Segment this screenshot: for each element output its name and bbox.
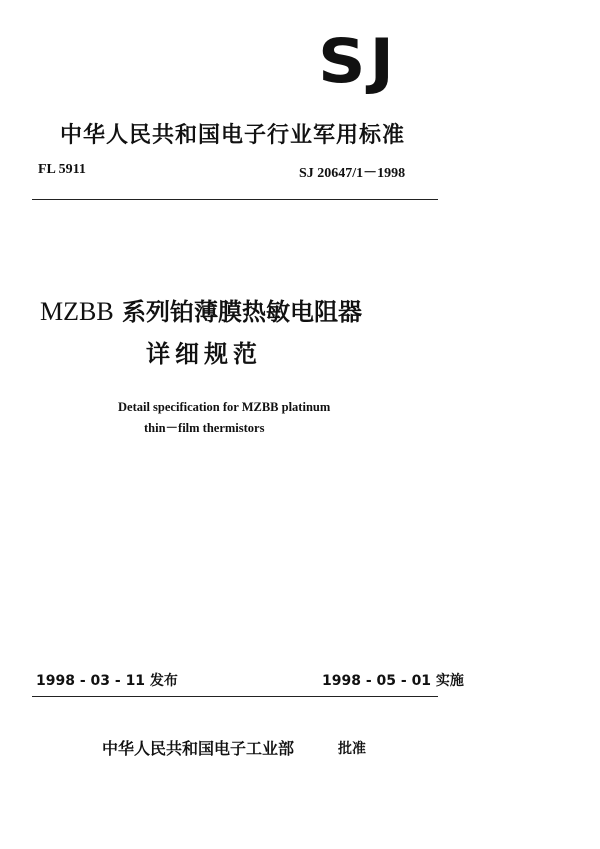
english-title	[118, 397, 378, 439]
document-title-line-2: 详细规范	[146, 340, 262, 368]
sj-logo: SJ	[318, 25, 399, 97]
classification-code: FL 5911	[38, 162, 86, 177]
issuing-authority: 中华人民共和国电子工业部	[102, 739, 295, 758]
document-title-line-1	[40, 292, 362, 327]
bottom-divider	[32, 696, 438, 697]
approval-label: 批准	[338, 741, 366, 757]
implementation-date: 1998 - 05 - 01 实施	[322, 673, 464, 689]
english-title-line-1: Detail specification for MZBB platinum	[118, 400, 331, 414]
standard-category: 中华人民共和国电子行业军用标准	[60, 123, 406, 148]
standard-number: SJ 20647/1－1998	[299, 166, 406, 181]
english-title-line-2: thin－film thermistors	[144, 421, 265, 435]
issue-date: 1998 - 03 - 11 发布	[36, 673, 178, 689]
title-product-name: 系列铂薄膜热敏电阻器	[113, 298, 363, 326]
top-divider	[32, 199, 438, 200]
title-model-name: MZBB	[40, 297, 114, 326]
